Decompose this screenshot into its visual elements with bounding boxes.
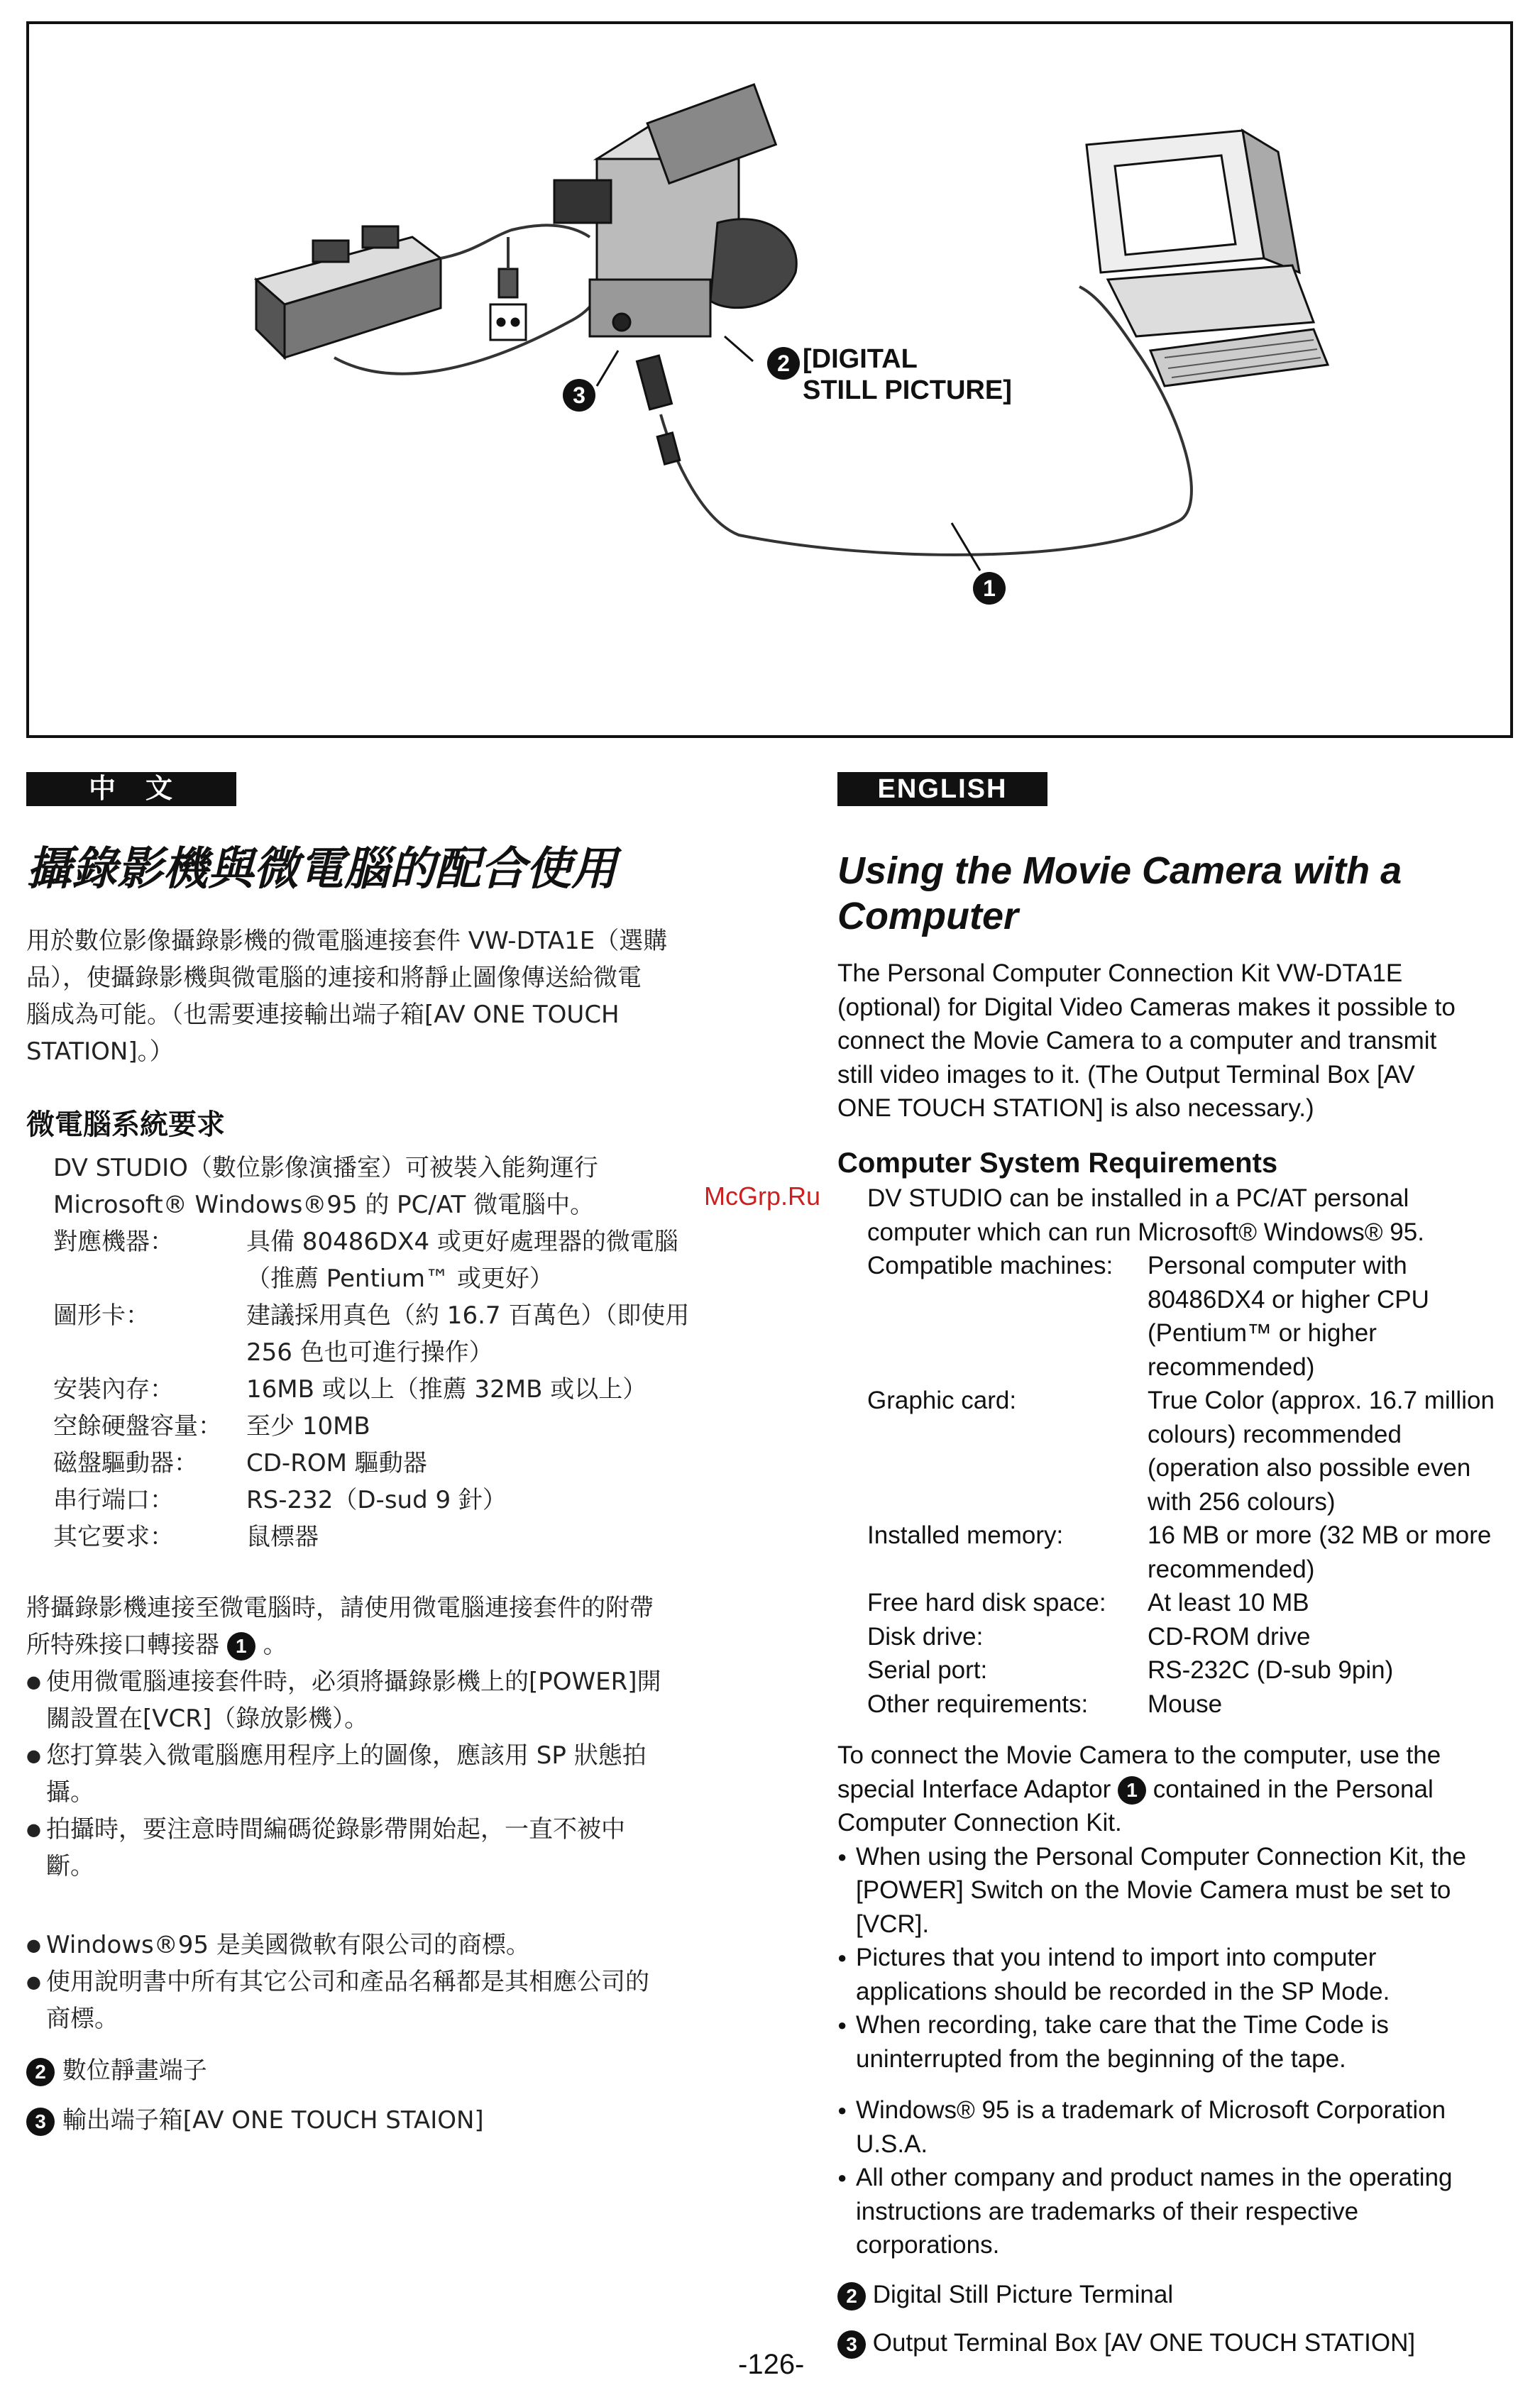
requirements-chinese [53,1150,735,1555]
spec-row [53,1371,735,1408]
spec-key: Graphic card: [867,1387,1017,1414]
number-1-badge: 1 [1118,1776,1146,1805]
spec-value: CD-ROM 驅動器 [246,1449,427,1477]
number-2-badge: 2 [767,347,800,380]
note-line: ● Windows®95 是美國微軟有限公司的商標。 [46,1931,530,1959]
computer-icon [1087,131,1328,386]
spec-value: 具備 80486DX4 或更好處理器的微電腦 [246,1228,678,1256]
bullet-line: 攝。 [46,1778,94,1807]
spec-row [867,1519,1520,1586]
req-intro-line: computer which can run Microsoft® Windows® 95. [867,1218,1424,1246]
note-item [26,1927,729,1964]
spec-row [53,1408,735,1445]
page-number: -126- [738,2349,805,2380]
intro-line: (optional) for Digital Video Cameras makes it possible to [837,993,1456,1021]
lang-header-chinese: 中 文 [26,772,236,806]
spec-row [53,1482,735,1519]
bullet-item [26,1811,729,1885]
connect-text: 。 [263,1631,287,1659]
spec-value: (operation also possible even [1148,1454,1471,1482]
number-3-badge: 3 [837,2330,866,2359]
spec-key: 磁盤驅動器： [53,1449,198,1477]
connect-instructions-chinese [26,1590,729,1885]
spec-value: 256 色也可進行操作） [246,1338,493,1367]
ac-adaptor-icon [256,226,441,358]
page-title-english [837,848,1519,939]
bullet-line: ● 使用微電腦連接套件時，必須將攝錄影機上的[POWER]開 [46,1668,661,1696]
page-title-chinese: 攝錄影機與微電腦的配合使用 [26,843,617,896]
spec-value: At least 10 MB [1148,1589,1309,1617]
note-line: ● All other company and product names in the operating [856,2164,1453,2191]
note-item [837,2161,1519,2262]
bullet-line: ● Pictures that you intend to import into computer [856,1944,1377,1971]
number-2-badge: 2 [837,2282,866,2311]
bullet-line: [VCR]. [856,1910,930,1938]
bullet-line: 斷。 [46,1852,94,1880]
power-plug-icon [490,269,526,340]
intro-line: connect the Movie Camera to a computer and transmit [837,1027,1437,1054]
req-intro-line: DV STUDIO（數位影像演播室）可被裝入能夠運行 [53,1154,598,1182]
title-line: Using the Movie Camera with a [837,849,1402,892]
bullet-item [26,1737,729,1811]
connection-illustration [29,24,1510,735]
spec-row [867,1687,1520,1722]
camcorder-icon [554,84,796,336]
lang-header-english: ENGLISH [837,772,1047,806]
intro-english [837,957,1519,1125]
spec-value: recommended) [1148,1353,1315,1381]
connect-line [26,1626,729,1663]
note-item [837,2093,1519,2161]
spec-key: Free hard disk space: [867,1589,1106,1617]
spec-key: Disk drive: [867,1622,984,1651]
bullet-line: uninterrupted from the beginning of the tape. [856,2044,1346,2073]
spec-value: 至少 10MB [246,1412,370,1441]
bullet-line: ● 拍攝時，要注意時間編碼從錄影帶開始起，一直不被中 [46,1815,625,1844]
note-line: instructions are trademarks of their respective [856,2197,1359,2225]
bullet-item [837,1941,1519,2008]
requirements-english [867,1182,1520,1721]
spec-value: 鼠標器 [246,1523,319,1551]
connect-line: 將攝錄影機連接至微電腦時，請使用微電腦連接套件的附帶 [26,1594,654,1622]
spec-row [867,1249,1520,1384]
spec-value: RS-232（D-sud 9 針） [246,1486,507,1514]
intro-line: 品），使攝錄影機與微電腦的連接和將靜止圖像傳送給微電 [26,964,642,992]
spec-row [53,1297,735,1371]
label-3-group [563,379,595,412]
digital-still-picture-label [803,343,1012,406]
watermark: McGrp.Ru [704,1182,821,1211]
bullet-line: ● When using the Personal Computer Connection Kit, the [856,1842,1466,1871]
bullet-line: [POWER] Switch on the Movie Camera must be set to [856,1876,1451,1904]
spec-value: CD-ROM drive [1148,1622,1311,1651]
spec-value: Mouse [1148,1690,1223,1718]
spec-value: 80486DX4 or higher CPU [1148,1285,1429,1314]
spec-value: （推薦 Pentium™ 或更好） [246,1265,554,1293]
number-3-badge: 3 [26,2108,55,2136]
bullet-line: ● 您打算裝入微電腦應用程序上的圖像，應該用 SP 狀態拍 [46,1741,647,1770]
spec-row [867,1653,1520,1687]
connect-text: 所特殊接口轉接器 [26,1631,219,1659]
spec-value: Personal computer with [1148,1252,1407,1279]
intro-line: ONE TOUCH STATION] is also necessary.) [837,1094,1314,1122]
legend-2-chinese [26,2052,207,2089]
intro-line: 用於數位影像攝錄影機的微電腦連接套件 VW-DTA1E（選購 [26,927,668,955]
spec-key: 對應機器： [53,1228,174,1256]
spec-row [867,1384,1520,1519]
note-line: ● Windows® 95 is a trademark of Microsoft Corporation [856,2096,1446,2124]
bullet-item [26,1663,729,1737]
connection-diagram [26,21,1513,738]
req-intro-line: Microsoft® Windows®95 的 PC/AT 微電腦中。 [53,1191,595,1219]
label-2-group [767,347,800,380]
connect-line: Computer Connection Kit. [837,1809,1122,1836]
spec-row [53,1519,735,1555]
legend-text: Digital Still Picture Terminal [872,2281,1174,2308]
connect-text: contained in the Personal [1153,1775,1434,1803]
spec-value: with 256 colours) [1148,1487,1336,1516]
spec-value: True Color (approx. 16.7 million [1148,1387,1495,1414]
label-1-group [973,572,1006,605]
spec-key: 其它要求： [53,1523,174,1551]
number-2-badge: 2 [26,2058,55,2086]
legend-text: 輸出端子箱[AV ONE TOUCH STAION] [62,2106,484,2135]
legend-text: 數位靜畫端子 [62,2056,207,2085]
label-line-1: [DIGITAL [803,344,918,374]
title-line: Computer [837,895,1018,937]
intro-line: still video images to it. (The Output Terminal Box [AV [837,1060,1415,1089]
intro-line: 腦成為可能。（也需要連接輸出端子箱[AV ONE TOUCH [26,1001,620,1029]
number-1-badge: 1 [227,1632,255,1661]
spec-value: recommended) [1148,1555,1315,1583]
interface-adaptor-icon [637,356,679,464]
notes-chinese [26,1927,729,2037]
bullet-line: ● When recording, take care that the Time Code is [856,2011,1389,2039]
spec-value: 16 MB or more (32 MB or more [1148,1521,1492,1549]
notes-english [837,2093,1519,2262]
connect-text: special Interface Adaptor [837,1775,1111,1803]
spec-value: 建議採用真色（約 16.7 百萬色）（即使用 [246,1301,690,1330]
spec-value: 16MB 或以上（推薦 32MB 或以上） [246,1375,647,1404]
spec-key: 串行端口： [53,1486,174,1514]
bullet-item [837,2008,1519,2076]
req-intro-line: DV STUDIO can be installed in a PC/AT personal [867,1184,1409,1212]
spec-key: Installed memory: [867,1521,1064,1549]
spec-key: 安裝內存： [53,1375,174,1404]
spec-value: RS-232C (D-sub 9pin) [1148,1656,1394,1684]
note-line: U.S.A. [856,2130,928,2158]
label-line-2: STILL PICTURE] [803,375,1012,405]
note-item [26,1964,729,2037]
spec-value: colours) recommended [1148,1420,1402,1448]
number-1-badge: 1 [973,572,1006,605]
legend-2-english [837,2278,1173,2312]
legend-3-chinese [26,2102,484,2139]
connect-line: To connect the Movie Camera to the computer, use the [837,1741,1441,1769]
intro-chinese [26,923,722,1070]
spec-key: 圖形卡： [53,1301,150,1330]
intro-line: The Personal Computer Connection Kit VW-DTA1E [837,959,1403,987]
note-line: ● 使用說明書中所有其它公司和產品名稱都是其相應公司的 [46,1968,649,1996]
spec-key: 空餘硬盤容量： [53,1412,222,1441]
spec-row [867,1586,1520,1620]
number-3-badge: 3 [563,379,595,412]
bullet-item [837,1840,1519,1942]
spec-value: (Pentium™ or higher [1148,1319,1377,1347]
bullet-line: 關設置在[VCR]（錄放影機）。 [46,1705,369,1733]
connect-instructions-english [837,1739,1519,2076]
spec-key: Serial port: [867,1656,988,1684]
connect-line [837,1773,1519,1807]
spec-row [53,1445,735,1482]
note-line: 商標。 [46,2005,119,2033]
intro-line: STATION]。） [26,1037,174,1066]
requirements-heading-chinese: 微電腦系統要求 [26,1108,225,1141]
requirements-heading-english: Computer System Requirements [837,1147,1278,1179]
note-line: corporations. [856,2231,1000,2259]
bullet-line: applications should be recorded in the SP Mode. [856,1977,1390,2005]
spec-key: Other requirements: [867,1690,1089,1718]
spec-row [867,1620,1520,1654]
spec-key: Compatible machines: [867,1252,1113,1279]
legend-text: Output Terminal Box [AV ONE TOUCH STATION] [872,2329,1416,2357]
spec-row [53,1223,735,1297]
legend-3-english [837,2326,1415,2360]
